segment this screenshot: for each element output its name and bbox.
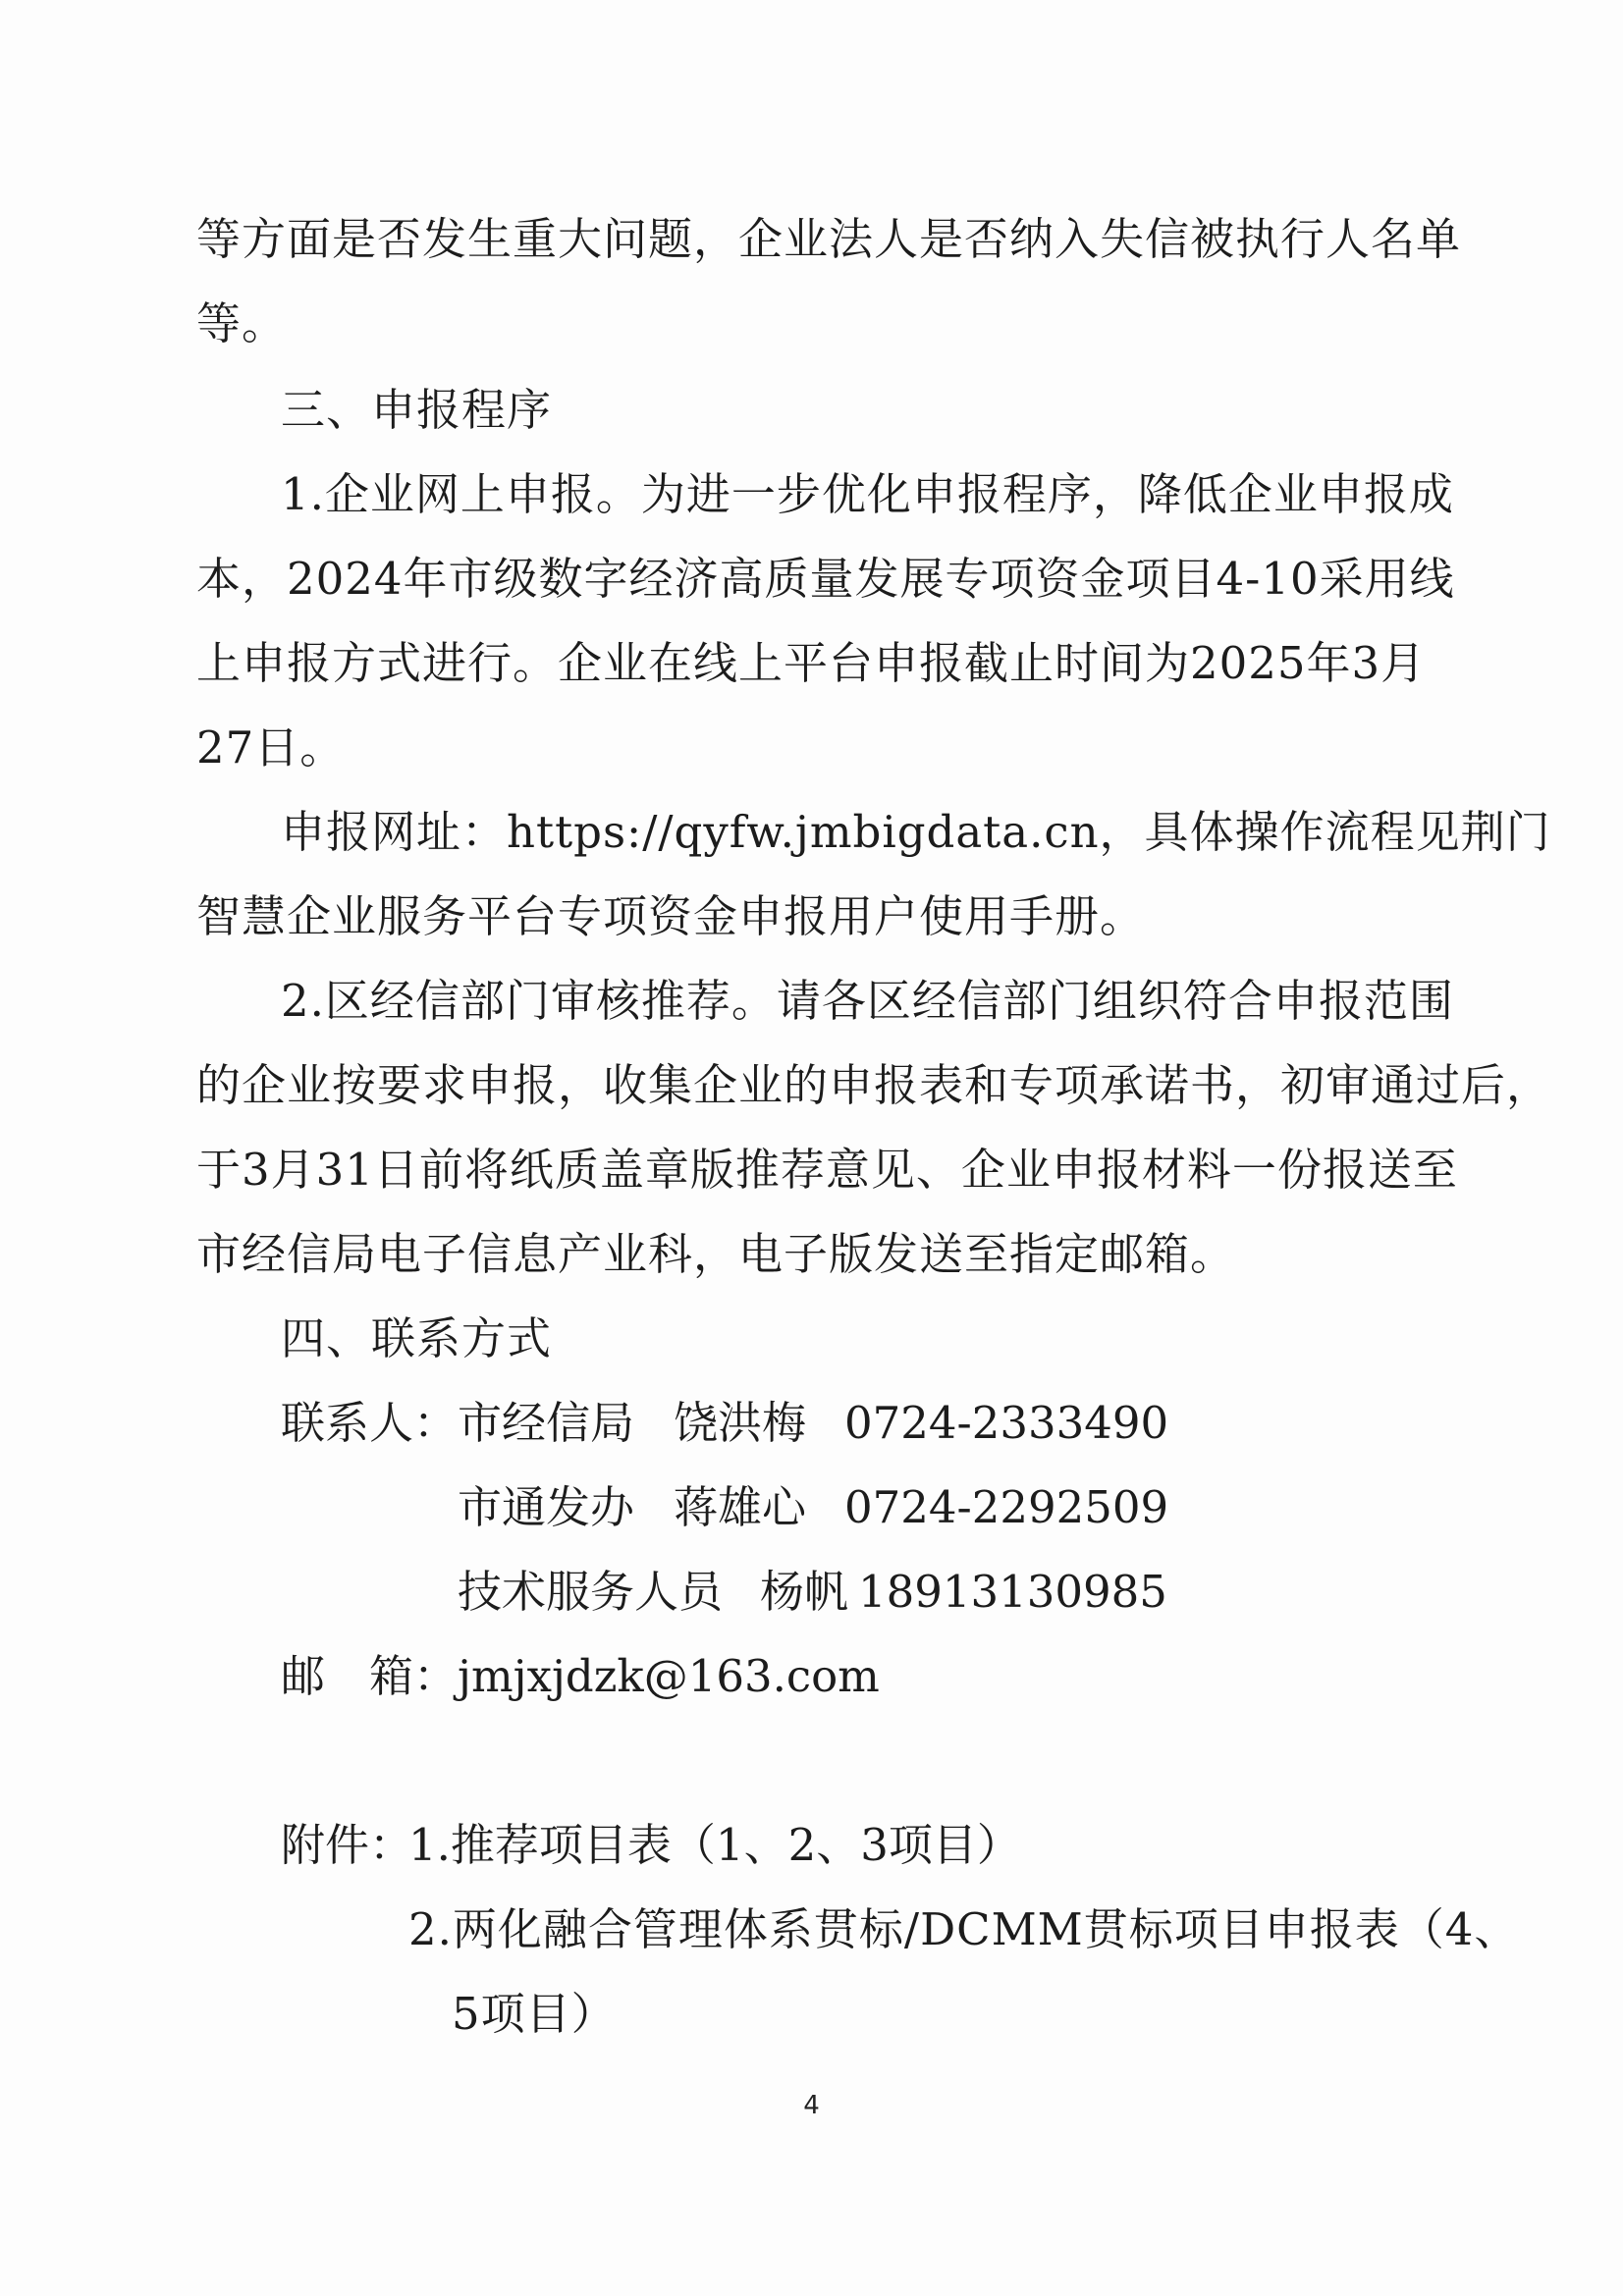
- contact-phone: 0724-2292509: [844, 1481, 1169, 1533]
- para3-line2: 智慧企业服务平台专项资金申报用户使用手册。: [196, 890, 1146, 942]
- para2-line4: 27日。: [196, 721, 346, 774]
- contact-name: 杨帆: [760, 1566, 849, 1618]
- section-3-heading: 三、申报程序: [281, 384, 553, 436]
- attachment-item-2-line1: 2.两化融合管理体系贯标/DCMM贯标项目申报表（4、: [408, 1903, 1520, 1955]
- para4-line2: 的企业按要求申报，收集企业的申报表和专项承诺书，初审通过后，: [196, 1059, 1552, 1111]
- contact-row-1: [281, 1394, 1263, 1453]
- para2-line3: 上申报方式进行。企业在线上平台申报截止时间为2025年3月: [196, 637, 1427, 689]
- section-4-heading: 四、联系方式: [281, 1312, 553, 1364]
- para1-line1-text: 等方面是否发生重大问题，企业法人是否纳入失信被执行人名单: [196, 213, 1462, 265]
- attachments-label: 附件：: [281, 1819, 414, 1871]
- contact-row-2: [281, 1478, 1263, 1537]
- para1-line2: 等。: [196, 297, 288, 349]
- para4-line3: 于3月31日前将纸质盖章版推荐意见、企业申报材料一份报送至: [196, 1144, 1458, 1196]
- contact-org: 市通发办: [458, 1481, 635, 1533]
- contact-phone: 18913130985: [858, 1566, 1167, 1618]
- para1-line1: [196, 210, 1462, 269]
- email-label: 邮 箱：: [281, 1650, 459, 1702]
- contact-name: 蒋雄心: [674, 1481, 807, 1533]
- para2-line2: 本，2024年市级数字经济高质量发展专项资金项目4-10采用线: [196, 553, 1455, 605]
- contact-row-3: [281, 1563, 1263, 1622]
- email-address: jmjxjdzk@163.com: [458, 1650, 880, 1702]
- attachment-row-1: [281, 1816, 1361, 1875]
- page-number: 4: [803, 2091, 820, 2120]
- para4-line4: 市经信局电子信息产业科，电子版发送至指定邮箱。: [196, 1228, 1236, 1280]
- contact-phone: 0724-2333490: [844, 1397, 1169, 1449]
- attachment-item-1: 1.推荐项目表（1、2、3项目）: [408, 1819, 1021, 1871]
- contact-org: 技术服务人员: [458, 1566, 724, 1618]
- contacts-label: 联系人：: [281, 1397, 459, 1449]
- para3-line1: 申报网址：https://qyfw.jmbigdata.cn，具体操作流程见荆门: [281, 806, 1551, 858]
- para2-line1: 1.企业网上申报。为进一步优化申报程序，降低企业申报成: [281, 468, 1454, 520]
- email-row: [281, 1647, 1263, 1706]
- contact-name: 饶洪梅: [674, 1397, 807, 1449]
- contact-org: 市经信局: [458, 1397, 635, 1449]
- para4-line1: 2.区经信部门审核推荐。请各区经信部门组织符合申报范围: [281, 975, 1454, 1027]
- attachment-item-2-line2: 5项目）: [452, 1988, 617, 2040]
